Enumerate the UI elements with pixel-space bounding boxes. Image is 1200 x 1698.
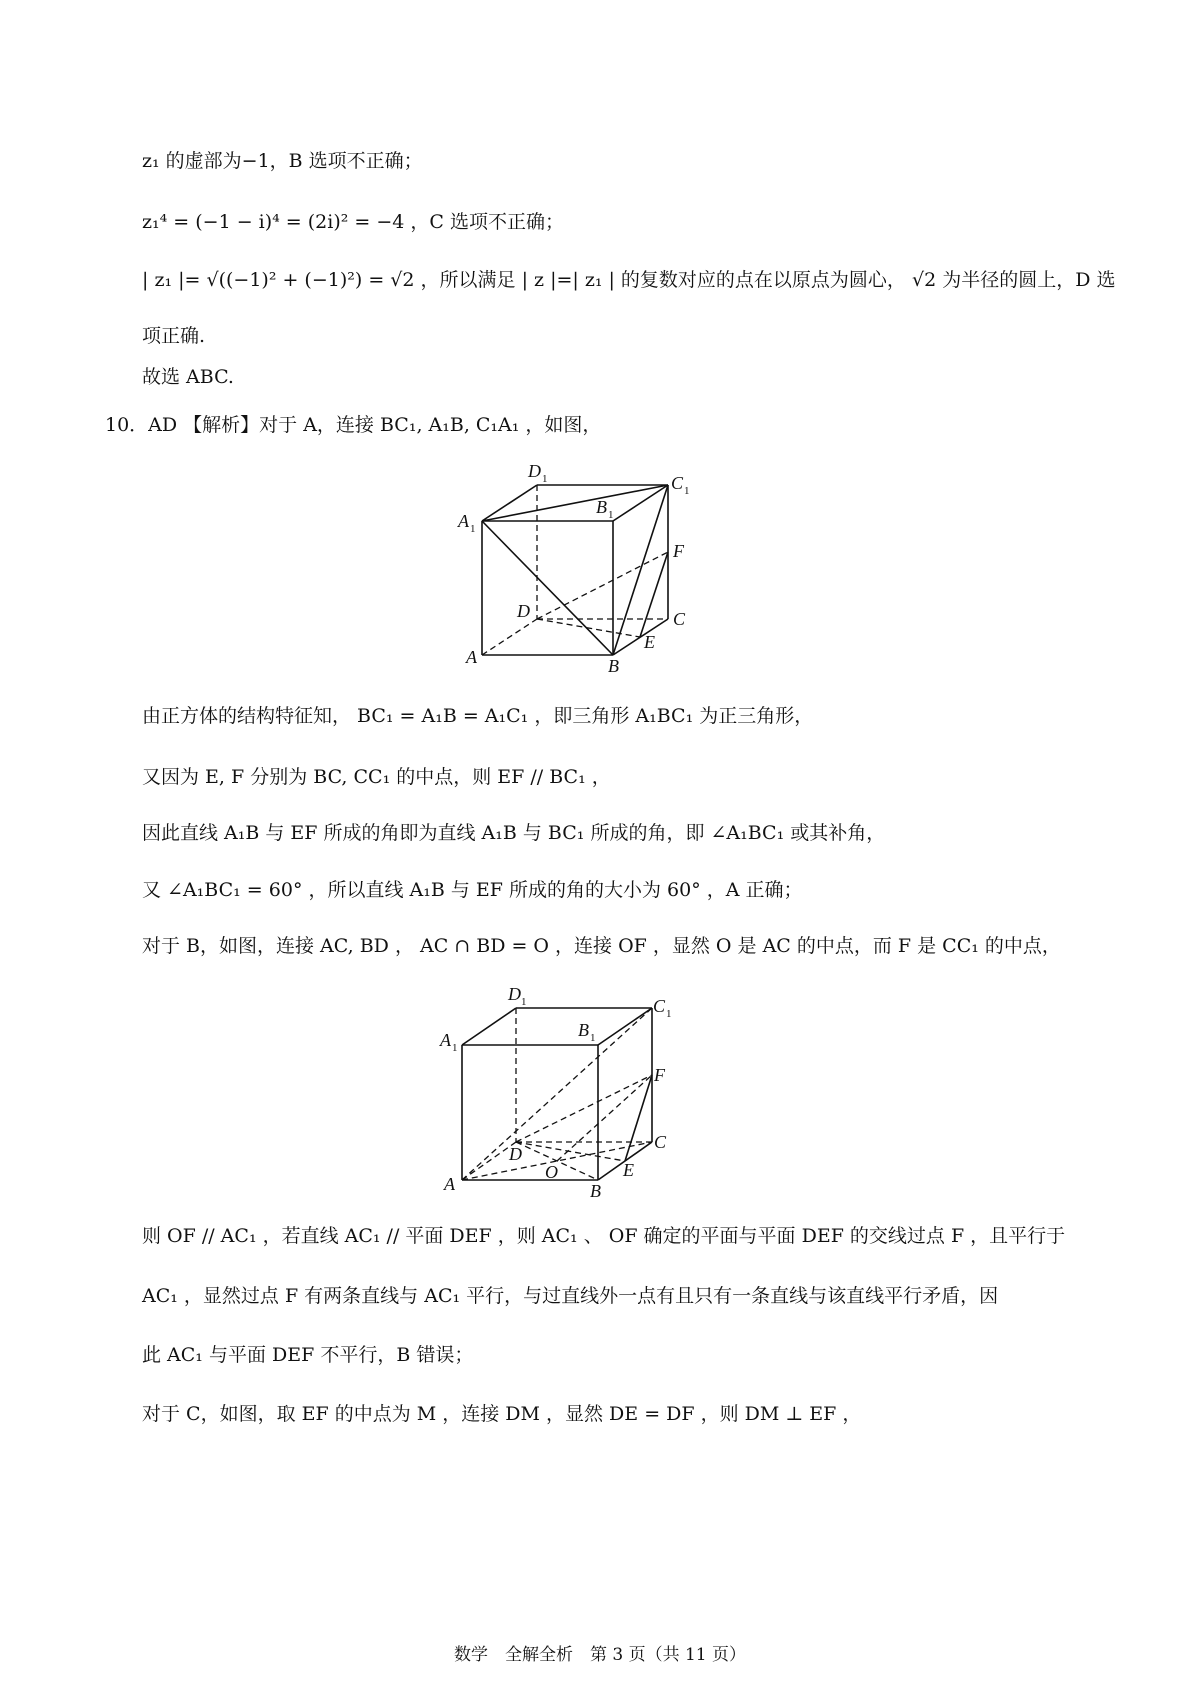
label-A: A [466, 647, 477, 667]
text-line: AC₁ ，显然过点 F 有两条直线与 AC₁ 平行，与过直线外一点有且只有一条直线与该直线平行矛盾，因 [142, 1285, 999, 1307]
label-C1: C [653, 996, 666, 1016]
label-D: D [517, 601, 530, 621]
text-line: | z₁ |= √((−1)² + (−1)²) = √2 ，所以满足 | z |=| z₁ | 的复数对应的点在以原点为圆心， √2 为半径的圆上，D 选 [142, 269, 1116, 291]
label-O: O [545, 1162, 558, 1182]
label-sub: 1 [452, 1042, 458, 1054]
label-B: B [590, 1181, 601, 1201]
label-D1: D [508, 984, 521, 1004]
label-E: E [623, 1160, 634, 1180]
text-line: 项正确. [142, 325, 206, 347]
label-D: D [509, 1144, 522, 1164]
text-line: 又 ∠A₁BC₁ = 60° ，所以直线 A₁B 与 EF 所成的角的大小为 60° ，A 正确； [142, 879, 803, 901]
label-F: F [654, 1065, 665, 1085]
label-A1: A [458, 511, 469, 531]
text-line: z₁ 的虚部为−1，B 选项不正确； [142, 150, 423, 172]
label-sub: 1 [608, 509, 614, 521]
text-line: 因此直线 A₁B 与 EF 所成的角即为直线 A₁B 与 BC₁ 所成的角，即 ∠A₁BC₁ 或其补角， [142, 822, 886, 844]
label-A: A [444, 1174, 455, 1194]
text-line: 则 OF // AC₁ ，若直线 AC₁ // 平面 DEF ，则 AC₁ 、 OF 确定的平面与平面 DEF 的交线过点 F ，且平行于 [142, 1225, 1066, 1247]
label-B: B [608, 656, 619, 676]
label-sub: 1 [542, 473, 548, 485]
label-F: F [673, 541, 684, 561]
cube-figure-2 [432, 980, 692, 1205]
label-sub: 1 [666, 1008, 672, 1020]
label-C: C [673, 609, 686, 629]
label-sub: 1 [521, 996, 527, 1008]
label-E: E [644, 632, 655, 652]
text-line: 由正方体的结构特征知， BC₁ = A₁B = A₁C₁ ，即三角形 A₁BC₁ 为正三角形， [142, 705, 814, 727]
text-line: 故选 ABC. [142, 366, 234, 388]
text-line: 对于 C，如图，取 EF 的中点为 M ，连接 DM ，显然 DE = DF ，则 DM ⊥ EF ， [142, 1403, 862, 1425]
text-line: 对于 B，如图，连接 AC, BD ， AC ∩ BD = O ，连接 OF ，显然 O 是 AC 的中点，而 F 是 CC₁ 的中点， [142, 935, 1061, 957]
text-line: z₁⁴ = (−1 − i)⁴ = (2i)² = −4 ，C 选项不正确； [142, 211, 564, 233]
label-D1: D [528, 461, 541, 481]
label-A1: A [440, 1030, 451, 1050]
label-sub: 1 [470, 523, 476, 535]
label-B1: B [596, 497, 607, 517]
cube-figure-1 [450, 455, 710, 680]
label-sub: 1 [590, 1032, 596, 1044]
text-line: 此 AC₁ 与平面 DEF 不平行，B 错误； [142, 1344, 474, 1366]
label-C: C [654, 1132, 667, 1152]
label-sub: 1 [684, 485, 690, 497]
text-line: 又因为 E, F 分别为 BC, CC₁ 的中点，则 EF // BC₁ ， [142, 766, 611, 788]
page-footer: 数学 全解全析 第 3 页（共 11 页） [453, 1645, 747, 1665]
label-C1: C [671, 473, 684, 493]
text-line: 10．AD 【解析】对于 A，连接 BC₁, A₁B, C₁A₁ ，如图， [105, 414, 602, 436]
label-B1: B [578, 1020, 589, 1040]
